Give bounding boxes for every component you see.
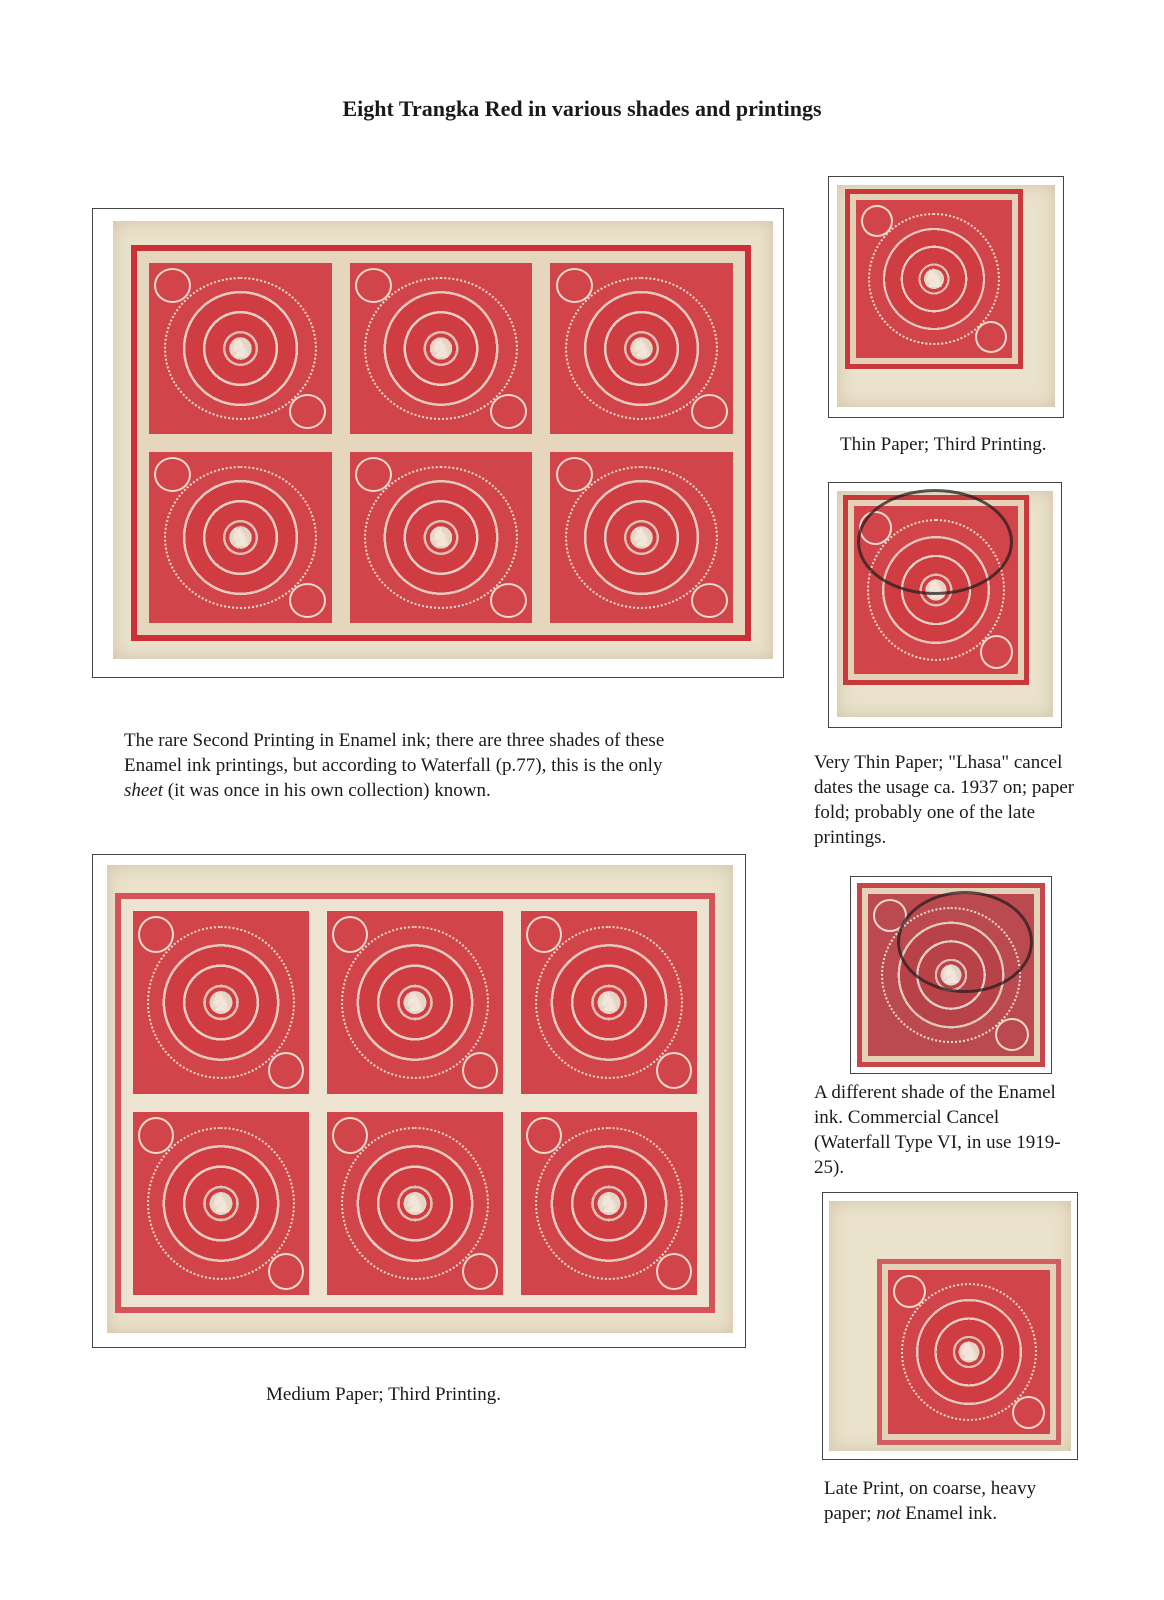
snow-lion-icon: ♞ xyxy=(403,1188,427,1218)
sheet-mount-medium-paper xyxy=(92,854,746,1348)
stamp-sheet-second-printing xyxy=(131,245,751,641)
stamp xyxy=(856,200,1012,358)
caption-text: (it was once in his own collection) known. xyxy=(163,780,491,801)
snow-lion-icon: ♞ xyxy=(429,522,453,552)
stamp xyxy=(550,452,733,623)
stamp xyxy=(521,911,697,1094)
sheet-mount-second-printing xyxy=(92,208,784,678)
stamp xyxy=(350,452,533,623)
page-title: Eight Trangka Red in various shades and printings xyxy=(342,96,822,121)
caption-emphasis: sheet xyxy=(124,780,164,801)
caption-thin-paper: Thin Paper; Third Printing. xyxy=(840,434,1047,455)
stamp xyxy=(149,263,332,434)
stamp xyxy=(149,452,332,623)
stamp xyxy=(521,1112,697,1295)
lhasa-cancel-postmark xyxy=(857,489,1013,595)
single-mount-very-thin-paper xyxy=(828,482,1062,728)
snow-lion-icon: ♞ xyxy=(403,987,427,1017)
caption-emphasis: not xyxy=(876,1503,901,1524)
single-mount-different-shade xyxy=(850,876,1052,1074)
stamp-sheet-medium-paper xyxy=(115,893,715,1313)
snow-lion-icon: ♞ xyxy=(209,1188,233,1218)
snow-lion-icon: ♞ xyxy=(922,264,946,293)
snow-lion-icon: ♞ xyxy=(429,333,453,363)
snow-lion-icon: ♞ xyxy=(597,1188,621,1218)
caption-different-shade: A different shade of the Enamel ink. Commercial Cancel (Waterfall Type VI, in use 1919-25). xyxy=(814,1082,1061,1178)
snow-lion-icon: ♞ xyxy=(924,575,948,604)
caption-text: Enamel ink. xyxy=(900,1503,998,1524)
stamp xyxy=(133,1112,309,1295)
stamp xyxy=(550,263,733,434)
snow-lion-icon: ♞ xyxy=(630,522,654,552)
caption-very-thin-paper: Very Thin Paper; "Lhasa" cancel dates the usage ca. 1937 on; paper fold; probably one of the late printings. xyxy=(814,752,1075,848)
snow-lion-icon: ♞ xyxy=(209,987,233,1017)
stamp xyxy=(888,1270,1050,1434)
stamp xyxy=(133,911,309,1094)
stamp-single-late-print xyxy=(877,1259,1061,1445)
snow-lion-icon: ♞ xyxy=(228,522,252,552)
snow-lion-icon: ♞ xyxy=(939,960,963,989)
single-mount-late-print xyxy=(822,1192,1078,1460)
stamp xyxy=(327,1112,503,1295)
stamp xyxy=(327,911,503,1094)
snow-lion-icon: ♞ xyxy=(228,333,252,363)
commercial-cancel-postmark xyxy=(897,891,1033,993)
caption-second-printing xyxy=(124,728,684,803)
stamp xyxy=(350,263,533,434)
caption-text: The rare Second Printing in Enamel ink; there are three shades of these Enamel ink printings, but according to Waterfall (p.77), this is the only xyxy=(124,730,665,776)
single-mount-thin-paper xyxy=(828,176,1064,418)
stamp-single-thin-paper xyxy=(845,189,1023,369)
caption-medium-paper: Medium Paper; Third Printing. xyxy=(266,1384,502,1405)
snow-lion-icon: ♞ xyxy=(630,333,654,363)
snow-lion-icon: ♞ xyxy=(597,987,621,1017)
snow-lion-icon: ♞ xyxy=(957,1337,981,1366)
caption-late-print xyxy=(824,1476,1074,1526)
caption-text: Late Print, on coarse, heavy paper; xyxy=(824,1478,1037,1524)
